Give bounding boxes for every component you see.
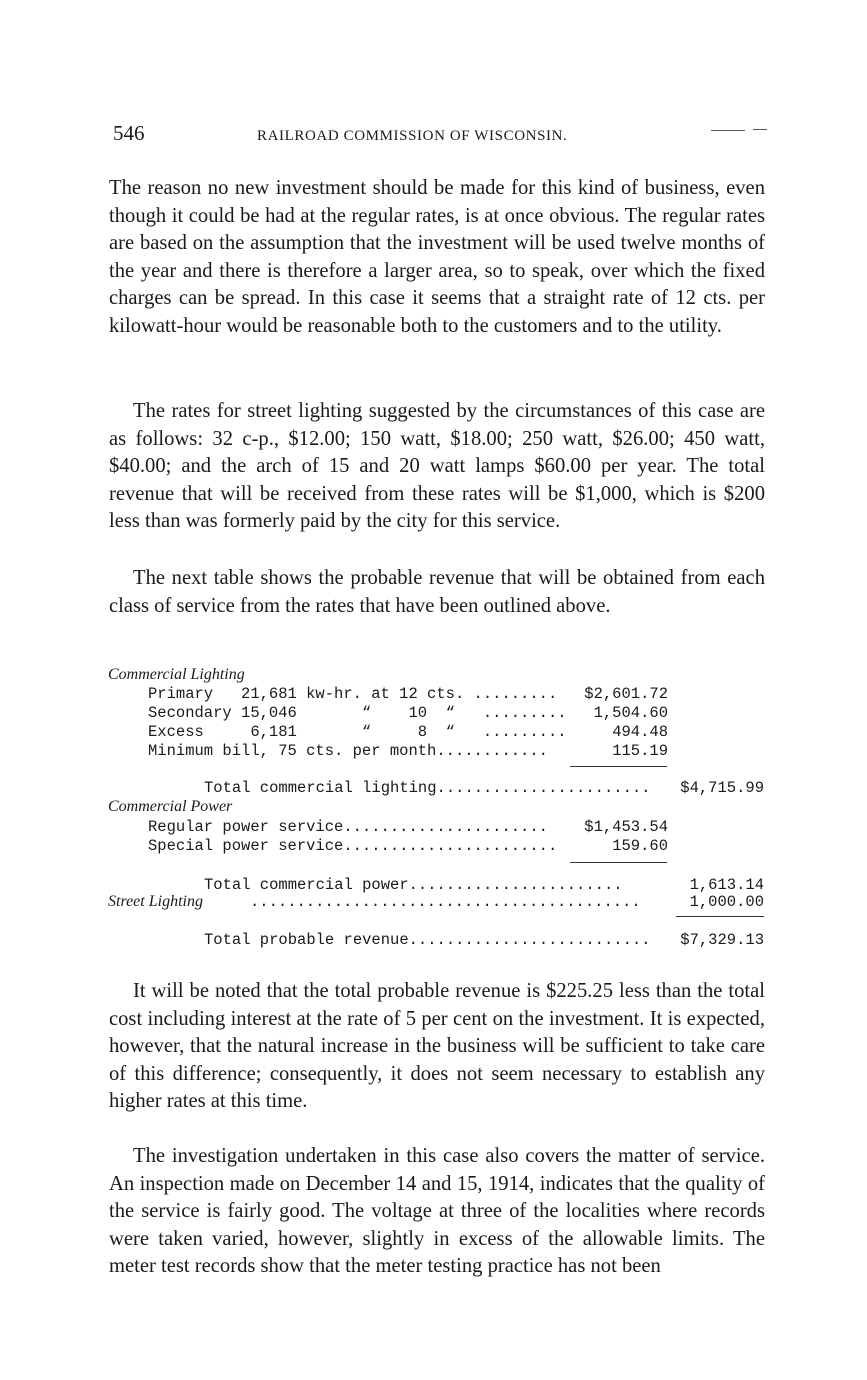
body-paragraph: It will be noted that the total probable revenue is $225.25 less than the total cost including interest at the rate of 5 per cent on the investment. It is expected, however, that the natural increase in the business will be sufficient to take care of this difference; consequently, it does not seem necessary to establish any higher rates at this time. [109,980,765,1113]
running-head: RAILROAD COMMISSION OF WISCONSIN. [257,128,568,144]
total-amount: 1,000.00 [689,893,764,911]
table-row [108,704,768,722]
row-amount: $1,453.54 [584,818,668,836]
subtotal-rule [570,766,667,767]
table-row [108,685,768,703]
page-header [113,121,773,151]
row-label: Minimum bill, 75 cts. per month............ [148,742,548,760]
grand-total-row [108,931,768,949]
total-row [108,893,768,911]
subtotal-rule [570,862,667,863]
total-row [108,779,768,797]
section-heading-commercial-lighting: Commercial Lighting [108,666,245,683]
body-paragraph: The reason no new investment should be made for this kind of business, even though it could be had at the regular rates, is at once obvious. The regular rates are based on the assumption that the investment will be used twelve months of the year and there is therefore a larger area, so to speak, over which the fixed charges can be spread. In this case it seems that a straight rate of 12 cts. per kilowatt-hour would be reasonable both to the customers and to the utility. [109,177,765,337]
total-amount: $4,715.99 [680,779,764,797]
total-row [108,876,768,894]
grand-total-amount: $7,329.13 [680,931,764,949]
table-row [108,742,768,760]
row-amount: 1,504.60 [593,704,668,722]
section-heading-street-lighting: Street Lighting [108,893,203,910]
table-row [108,723,768,741]
body-paragraph: The rates for street lighting suggested by the circumstances of this case are as follows: 32 c-p., $12.00; 150 watt, $18.00; 250 watt, $26.00; 450 watt, $40.00; and the arch of 15 and 20 watt lamps $60.00 per year. The total revenue that will be received from these rates will be $1,000, which is $200 less than was formerly paid by the city for this service. [109,400,765,533]
body-paragraph: The next table shows the probable revenue that will be obtained from each class of service from the rates that have been outlined above. [109,567,765,617]
page-number: 546 [113,121,145,145]
header-rule [711,130,745,131]
revenue-table [108,666,768,956]
section-heading-commercial-power: Commercial Power [108,798,233,815]
total-label: Total commercial lighting....................... [204,779,651,797]
header-rule [753,129,767,130]
row-label: Special power service....................... [148,837,558,855]
total-amount: 1,613.14 [689,876,764,894]
total-label: Total commercial power....................... [204,876,623,894]
table-row [108,837,768,855]
row-amount: 494.48 [612,723,668,741]
row-label: Primary 21,681 kw-hr. at 12 cts. ......... [148,685,558,703]
grand-total-label: Total probable revenue.......................... [204,931,651,949]
leader-dots: .......................................... [250,893,641,911]
body-paragraph: The investigation undertaken in this case also covers the matter of service. An inspection made on December 14 and 15, 1914, indicates that the quality of the service is fairly good. The voltage at three of the localities where records were taken varied, however, slightly in excess of the allowable limits. The meter test records show that the meter testing practice has not been [109,1145,765,1278]
row-label: Excess 6,181 “ 8 “ ......... [148,723,567,741]
table-row [108,818,768,836]
row-label: Secondary 15,046 “ 10 “ ......... [148,704,567,722]
row-amount: 159.60 [612,837,668,855]
row-amount: $2,601.72 [584,685,668,703]
total-rule [676,916,764,917]
row-label: Regular power service...................... [148,818,548,836]
row-amount: 115.19 [612,742,668,760]
